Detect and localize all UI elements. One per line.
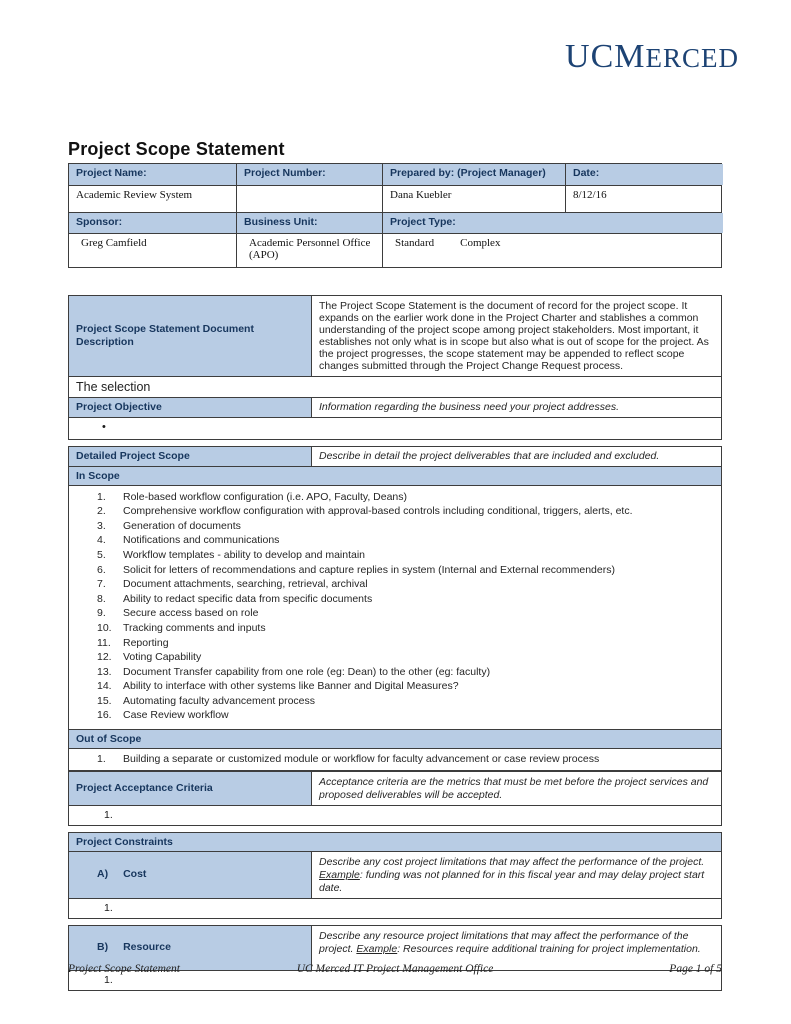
acceptance-criteria-label: Project Acceptance Criteria [69,772,311,805]
project-name-value: Academic Review System [76,189,193,201]
scope-table [68,446,722,826]
list-item: 12. Voting Capability [97,651,202,664]
scope-statement-body [68,295,722,991]
list-item: 1. Role-based workflow configuration (i.e. APO, Faculty, Deans) [97,490,408,503]
out-of-scope-list [69,749,721,770]
project-type-option-complex: Complex [460,237,501,249]
resource-hint-example: Example [356,942,398,955]
list-item: 14. Ability to interface with other systems like Banner and Digital Measures? [97,680,459,693]
cost-constraint-label [69,852,311,898]
list-item: 16. Case Review workflow [97,709,229,722]
out-of-scope-header-row [69,729,721,748]
acceptance-criteria-row [69,770,721,805]
date-value: 8/12/16 [565,186,723,212]
out-of-scope-header: Out of Scope [69,730,721,748]
project-name-header: Project Name: [69,164,236,185]
list-item: 8. Ability to redact specific data from specific documents [97,592,373,605]
date-header: Date: [565,164,723,185]
list-item: 9. Secure access based on role [97,607,259,620]
out-of-scope-list-row [69,748,721,770]
constraints-cost-table [68,832,722,919]
description-label: Project Scope Statement Document Description [69,296,311,376]
list-item: 1. Building a separate or customized module or workflow for faculty advancement or case review process [97,753,600,766]
cost-name: Cost [123,868,147,881]
project-number-value [236,186,382,212]
project-type-value [382,234,723,267]
detailed-scope-row [69,447,721,466]
acceptance-criteria-hint: Acceptance criteria are the metrics that must be met before the project services and proposed deliverables will be accepted. [311,772,723,805]
acceptance-item-number: 1. [104,809,113,822]
list-item: 6. Solicit for letters of recommendations and capture replies in system (Internal and External recommenders) [97,563,615,576]
cost-hint-before: Describe any cost project limitations that may affect the performance of the project. [319,855,705,868]
resource-hint-before: Describe any resource project limitations that may affect the performance of the project. [319,929,689,955]
constraints-header-row [69,833,721,851]
constraints-header: Project Constraints [69,833,721,851]
logo-text-large: UCM [565,38,646,75]
cost-item-row [69,898,721,918]
footer-center: UC Merced IT Project Management Office [296,963,494,975]
info-value-row-1 [69,185,721,212]
detailed-scope-hint: Describe in detail the project deliverables that are included and excluded. [311,447,723,466]
in-scope-header: In Scope [69,467,721,485]
resource-name: Resource [123,941,171,954]
acceptance-item-row [69,805,721,825]
selection-text: The selection [76,379,151,394]
cost-hint-example: Example [319,868,360,881]
info-header-row-2 [69,212,721,233]
page-title: Project Scope Statement [68,139,285,159]
cost-hint-after: : funding was not planned for in this fiscal year and may delay project start date. [319,868,705,894]
project-objective-label: Project Objective [69,398,311,417]
prepared-by-value: Dana Kuebler [382,186,565,212]
list-item: 11. Reporting [97,636,169,649]
footer-left: Project Scope Statement [68,963,180,975]
description-row [69,296,721,376]
list-item: 4. Notifications and communications [97,534,280,547]
in-scope-header-row [69,466,721,485]
project-info-table [68,163,722,268]
bullet-marker: • [102,420,106,433]
cost-constraint-hint [311,852,723,898]
description-text: The Project Scope Statement is the document of record for the project scope. It expands on the earlier work done in the Project Charter and stablishes a common understanding of the project scope among project stakeholders. Most important, it establishes not only what is in scope but also what is out of scope for the project. As the project progresses, the scope statement may be appended to reflect scope changes submitted through the Project Change Request process. [311,296,723,376]
project-objective-hint: Information regarding the business need your project addresses. [311,398,723,417]
info-value-row-2 [69,233,721,267]
project-objective-row [69,397,721,417]
list-item: 2. Comprehensive workflow configuration with approval-based controls including conditional, triggers, alerts, etc. [97,505,633,518]
list-item: 7. Document attachments, searching, retrieval, archival [97,578,368,591]
business-unit-value: Academic Personnel Office (APO) [236,234,382,267]
list-item: 10. Tracking comments and inputs [97,621,266,634]
sponsor-value: Greg Camfield [81,237,147,249]
list-item: 3. Generation of documents [97,519,241,532]
project-type-option-standard: Standard [395,237,435,249]
list-item: 13. Document Transfer capability from one role (eg: Dean) to the other (eg: faculty) [97,665,491,678]
detailed-scope-label: Detailed Project Scope [69,447,311,466]
objective-bullet-row [69,417,721,439]
footer-right: Page 1 of 5 [669,963,722,975]
resource-letter: B) [97,941,109,954]
cost-letter: A) [97,868,109,881]
sponsor-header: Sponsor: [69,213,236,233]
project-type-header: Project Type: [382,213,723,233]
logo-text-small: ERCED [645,43,739,73]
list-item: 5. Workflow templates - ability to develop and maintain [97,548,366,561]
resource-item-number: 1. [104,974,113,987]
constraints-resource-table [68,925,722,991]
selection-row [69,376,721,397]
list-item: 15. Automating faculty advancement process [97,694,316,707]
cost-item-number: 1. [104,902,113,915]
in-scope-list [69,486,721,730]
cost-constraint-row [69,851,721,898]
page-footer [68,963,722,975]
info-header-row-1 [69,164,721,185]
project-number-header: Project Number: [236,164,382,185]
resource-hint-after: : Resources require additional training for project implementation. [397,942,701,955]
business-unit-header: Business Unit: [236,213,382,233]
prepared-by-header: Prepared by: (Project Manager) [382,164,565,185]
ucmerced-logo [565,38,739,76]
description-table [68,295,722,440]
in-scope-list-row [69,485,721,730]
